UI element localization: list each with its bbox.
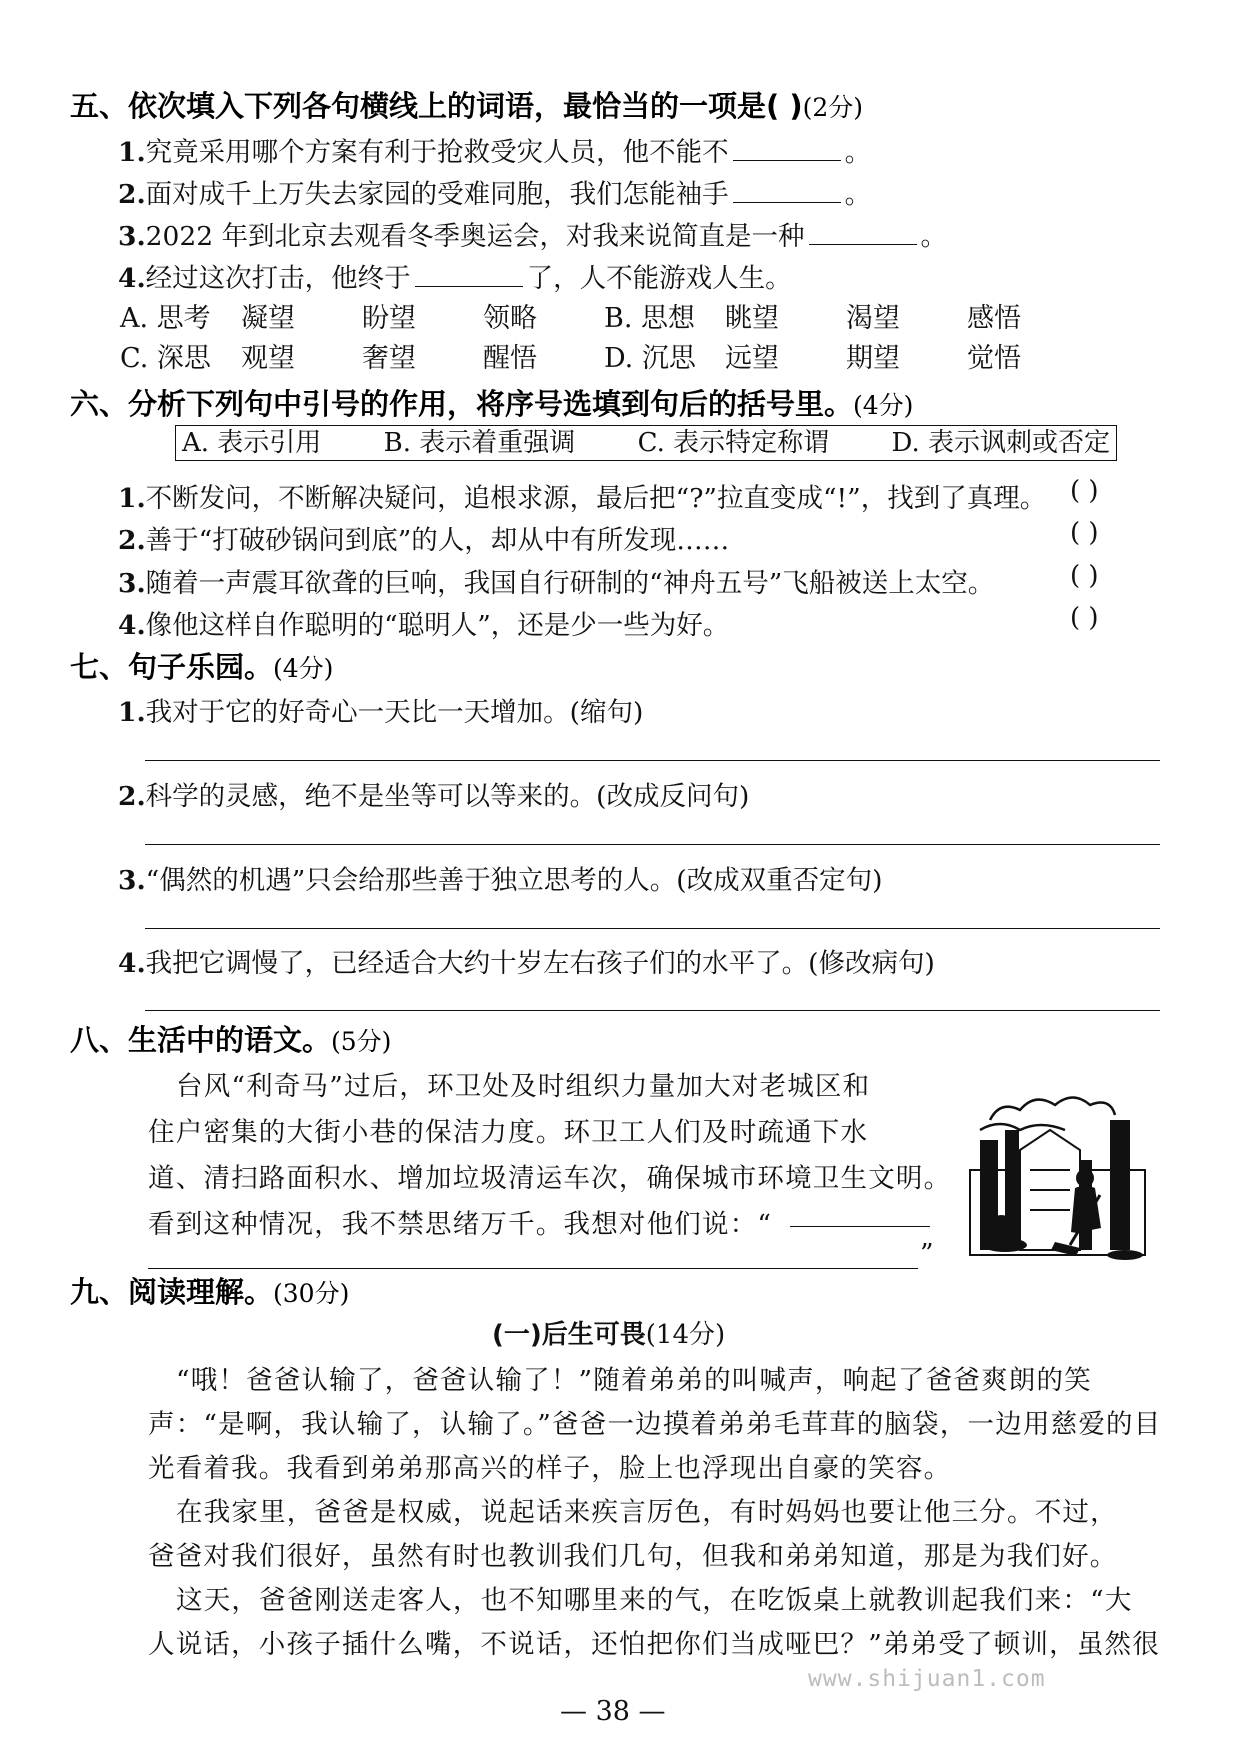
passage-line: 这天，爸爸刚送走客人，也不知哪里来的气，在吃饭桌上就教训起我们来：“大 bbox=[176, 1585, 1133, 1616]
answer-paren[interactable]: ( ) bbox=[1070, 561, 1099, 591]
answer-line[interactable] bbox=[790, 1226, 930, 1227]
section-9-score: (30分) bbox=[273, 1279, 350, 1308]
passage-line: 人说话，小孩子插什么嘴，不说话，还怕把你们当成哑巴？”弟弟受了顿训，虽然很 bbox=[148, 1629, 1160, 1660]
section-6-title: 六、分析下列句中引号的作用，将序号选填到句后的括号里。 bbox=[70, 387, 854, 421]
sweeper-illustration bbox=[960, 1060, 1160, 1265]
passage-line: 声：“是啊，我认输了，认输了。”爸爸一边摸着弟弟毛茸茸的脑袋，一边用慈爱的目 bbox=[148, 1409, 1162, 1440]
options-row-1: A. 思考 凝望 盼望 领略 B. 思想 眺望 渴望 感悟 bbox=[120, 303, 1021, 334]
option-box: A. 表示引用 B. 表示着重强调 C. 表示特定称谓 D. 表示讽刺或否定 bbox=[175, 425, 1117, 461]
question-6-1: 1.不断发问，不断解决疑问，追根求源，最后把“?”拉直变成“!”，找到了真理。 bbox=[118, 483, 1047, 514]
section-7-heading bbox=[70, 645, 333, 686]
question-7-4: 4.我把它调慢了，已经适合大约十岁左右孩子们的水平了。(修改病句) bbox=[118, 948, 935, 979]
passage-line: “哦！爸爸认输了，爸爸认输了！”随着弟弟的叫喊声，响起了爸爸爽朗的笑 bbox=[176, 1365, 1092, 1396]
page-number: — 38 — bbox=[560, 1696, 666, 1727]
answer-line[interactable] bbox=[145, 844, 1160, 845]
section-6-heading bbox=[70, 382, 913, 423]
question-7-2: 2.科学的灵感，绝不是坐等可以等来的。(改成反问句) bbox=[118, 781, 750, 812]
answer-line[interactable] bbox=[148, 1268, 918, 1269]
answer-line[interactable] bbox=[145, 760, 1160, 761]
question-6-4: 4.像他这样自作聪明的“聪明人”，还是少一些为好。 bbox=[118, 610, 730, 641]
question-5-4: 4.经过这次打击，他终于 了，人不能游戏人生。 bbox=[118, 263, 792, 294]
question-7-3: 3.“偶然的机遇”只会给那些善于独立思考的人。(改成双重否定句) bbox=[118, 865, 883, 896]
passage-line: 光看着我。我看到弟弟那高兴的样子，脸上也浮现出自豪的笑容。 bbox=[148, 1453, 952, 1484]
watermark-url: www.shijuan1.com bbox=[808, 1666, 1046, 1692]
answer-line[interactable] bbox=[145, 928, 1160, 929]
section-8-title: 八、生活中的语文。 bbox=[70, 1023, 332, 1057]
question-5-3: 3.2022 年到北京去观看冬季奥运会，对我来说简直是一种 。 bbox=[118, 221, 948, 252]
section-8-line: 住户密集的大街小巷的保洁力度。环卫工人们及时疏通下水 bbox=[148, 1117, 869, 1148]
passage-title: (一)后生可畏 bbox=[492, 1320, 646, 1350]
answer-paren[interactable]: ( ) bbox=[1070, 518, 1099, 548]
section-8-heading bbox=[70, 1018, 391, 1059]
section-7-score: (4分) bbox=[273, 654, 334, 683]
passage-heading bbox=[492, 1314, 725, 1351]
passage-line: 在我家里，爸爸是权威，说起话来疾言厉色，有时妈妈也要让他三分。不过， bbox=[176, 1497, 1118, 1528]
section-5-score: (2分) bbox=[802, 93, 864, 122]
question-5-2: 2.面对成千上万失去家园的受难同胞，我们怎能袖手 。 bbox=[118, 179, 872, 210]
answer-line[interactable] bbox=[145, 1010, 1160, 1011]
answer-blank[interactable] bbox=[733, 182, 841, 203]
section-8-score: (5分) bbox=[331, 1027, 392, 1056]
question-6-3: 3.随着一声震耳欲聋的巨响，我国自行研制的“神舟五号”飞船被送上太空。 bbox=[118, 568, 995, 599]
passage-line: 爸爸对我们很好，虽然有时也教训我们几句，但我和弟弟知道，那是为我们好。 bbox=[148, 1541, 1118, 1572]
options-row-2: C. 深思 观望 奢望 醒悟 D. 沉思 远望 期望 觉悟 bbox=[120, 343, 1021, 374]
section-9-heading bbox=[70, 1270, 349, 1311]
answer-blank[interactable] bbox=[415, 266, 523, 287]
closing-quote: ” bbox=[920, 1238, 935, 1269]
section-8-line: 看到这种情况，我不禁思绪万千。我想对他们说：“ bbox=[148, 1209, 773, 1240]
answer-paren[interactable]: ( ) bbox=[1070, 603, 1099, 633]
section-5-title: 五、依次填入下列各句横线上的词语，最恰当的一项是( ) bbox=[70, 89, 803, 123]
answer-blank[interactable] bbox=[733, 140, 841, 161]
section-5-heading bbox=[70, 84, 863, 125]
section-8-line: 台风“利奇马”过后，环卫处及时组织力量加大对老城区和 bbox=[176, 1071, 871, 1102]
answer-paren[interactable]: ( ) bbox=[1070, 476, 1099, 506]
question-5-1: 1.究竟采用哪个方案有利于抢救受灾人员，他不能不 。 bbox=[118, 137, 872, 168]
section-9-title: 九、阅读理解。 bbox=[70, 1275, 274, 1309]
question-7-1: 1.我对于它的好奇心一天比一天增加。(缩句) bbox=[118, 697, 644, 728]
smoke-cloud-icon bbox=[990, 1098, 1115, 1121]
question-6-2: 2.善于“打破砂锅问到底”的人，却从中有所发现…… bbox=[118, 525, 730, 556]
section-8-line: 道、清扫路面积水、增加垃圾清运车次，确保城市环境卫生文明。 bbox=[148, 1163, 952, 1194]
passage-score: (14分) bbox=[645, 1320, 726, 1350]
section-6-score: (4分) bbox=[853, 391, 914, 420]
section-7-title: 七、句子乐园。 bbox=[70, 650, 274, 684]
answer-blank[interactable] bbox=[809, 224, 917, 245]
